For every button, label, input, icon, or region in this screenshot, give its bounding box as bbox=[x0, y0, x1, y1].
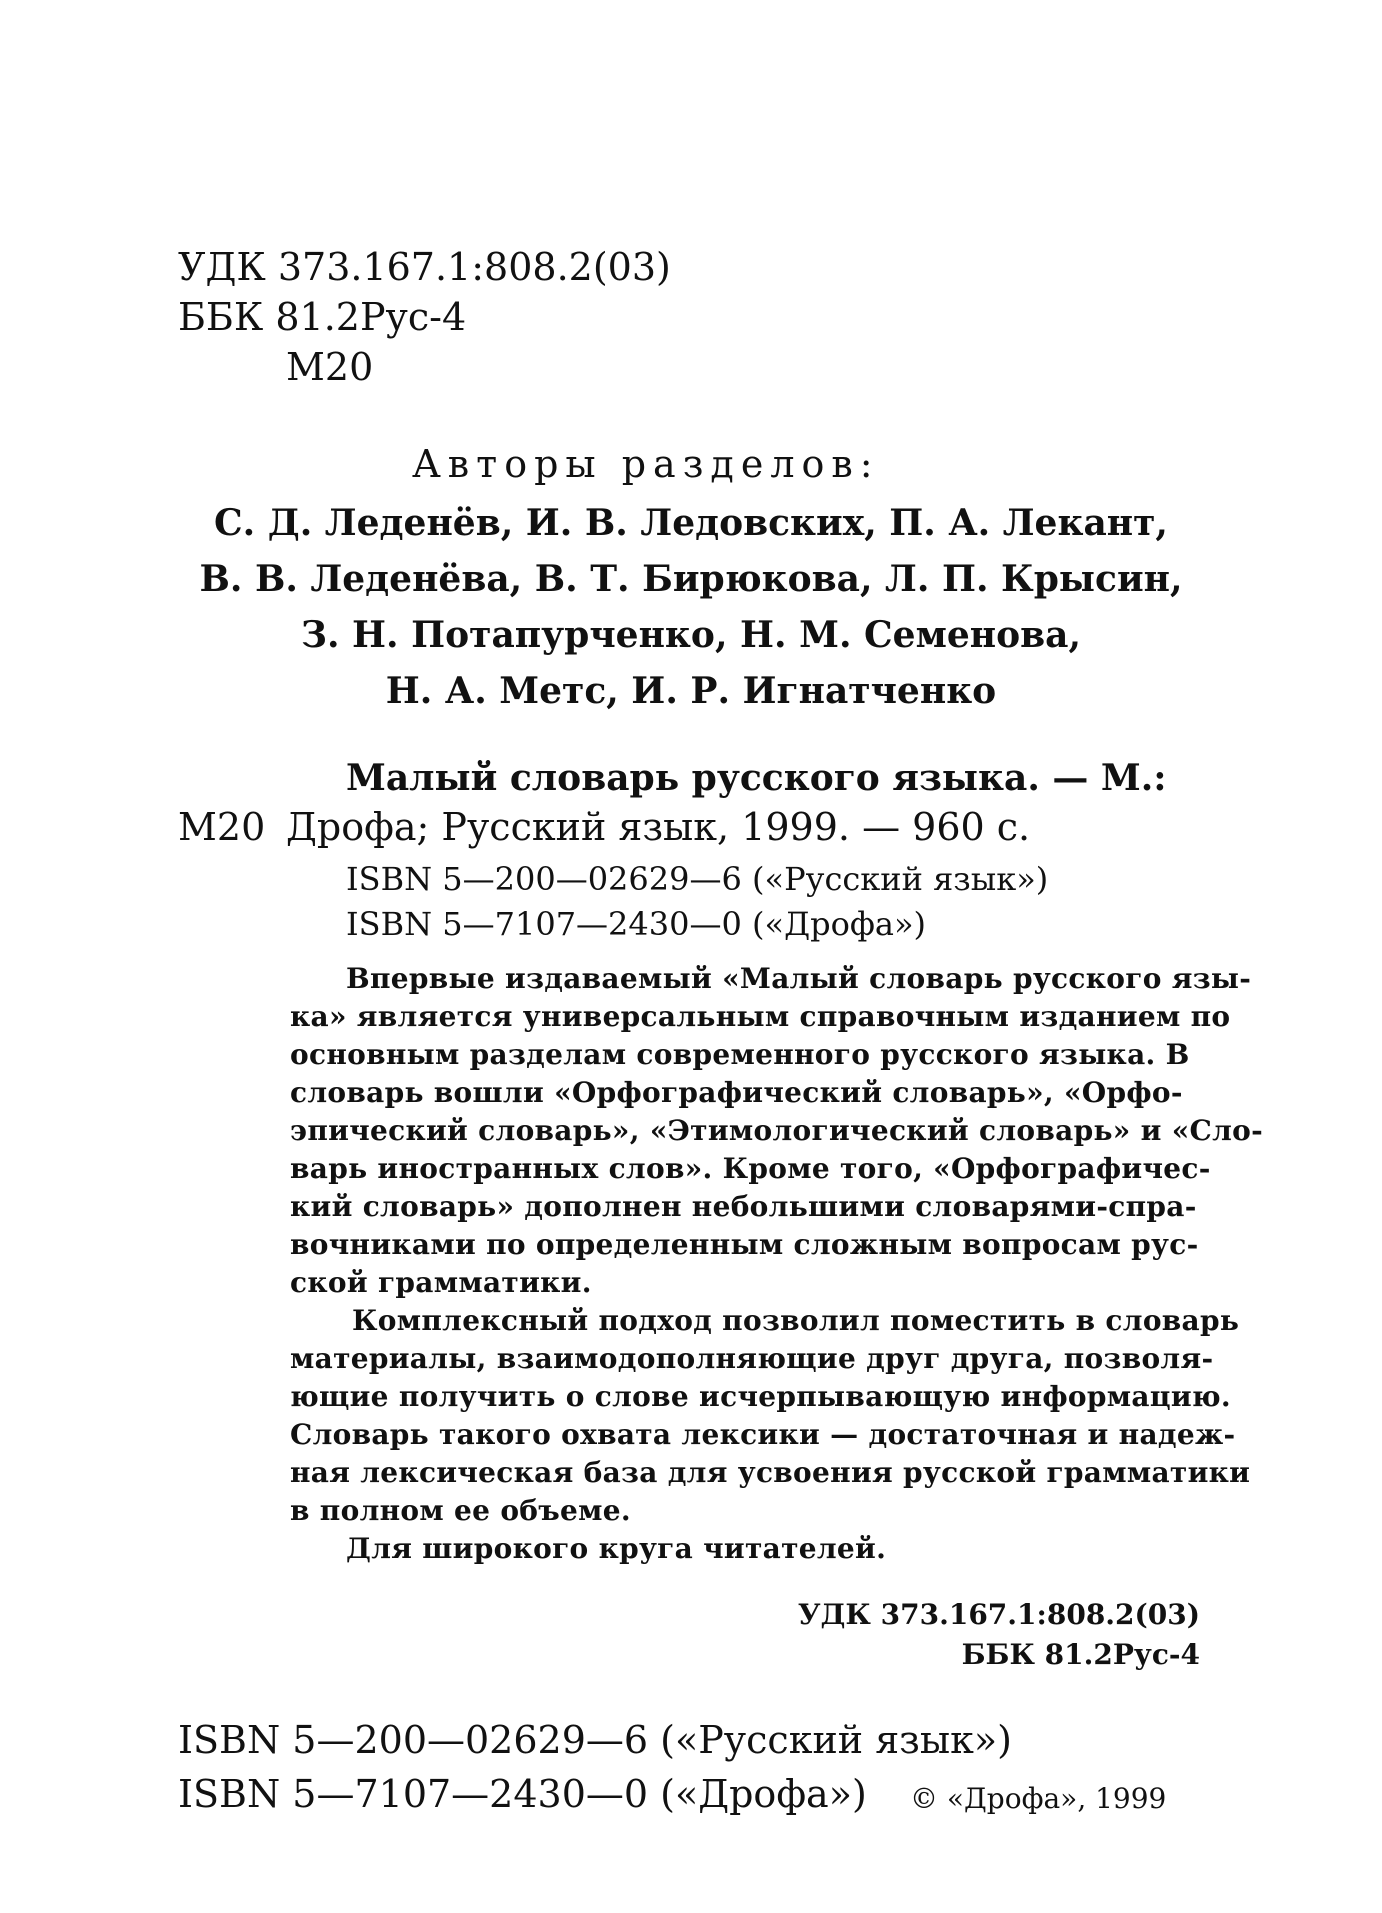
authors-heading: Авторы разделов: bbox=[412, 442, 880, 486]
annotation-line: ющие получить о слове исчерпывающую информацию. bbox=[290, 1380, 1231, 1413]
annotation-line: ка» является универсальным справочным изданием по bbox=[290, 1000, 1231, 1033]
annotation-line: словарь вошли «Орфографический словарь», «Орфо- bbox=[290, 1076, 1183, 1109]
authors-line-2: В. В. Леденёва, В. Т. Бирюкова, Л. П. Крысин, bbox=[199, 558, 1183, 600]
annotation-line: ная лексическая база для усвоения русской грамматики bbox=[290, 1456, 1251, 1489]
annotation-line: кий словарь» дополнен небольшими словарями-спра- bbox=[290, 1190, 1197, 1223]
isbn-footer-2: ISBN 5—7107—2430—0 («Дрофа») bbox=[178, 1772, 867, 1816]
copyright-note: © «Дрофа», 1999 bbox=[910, 1782, 1167, 1815]
annotation-line: Впервые издаваемый «Малый словарь русского язы- bbox=[346, 962, 1252, 995]
audience-note: Для широкого круга читателей. bbox=[346, 1532, 887, 1565]
annotation-line: Словарь такого охвата лексики — достаточная и надеж- bbox=[290, 1418, 1236, 1451]
isbn-record-2: ISBN 5—7107—2430—0 («Дрофа») bbox=[346, 905, 927, 943]
bbk-header: ББК 81.2Рус-4 bbox=[178, 295, 467, 339]
isbn-footer-1: ISBN 5—200—02629—6 («Русский язык») bbox=[178, 1718, 1012, 1762]
isbn-record-1: ISBN 5—200—02629—6 («Русский язык») bbox=[346, 860, 1049, 898]
udk-right: УДК 373.167.1:808.2(03) bbox=[797, 1598, 1200, 1631]
annotation-line: вочниками по определенным сложным вопросам рус- bbox=[290, 1228, 1199, 1261]
annotation-line: основным разделам современного русского языка. В bbox=[290, 1038, 1190, 1071]
annotation-line: варь иностранных слов». Кроме того, «Орфографичес- bbox=[290, 1152, 1211, 1185]
annotation-line: материалы, взаимодополняющие друг друга, позволя- bbox=[290, 1342, 1214, 1375]
bbk-right: ББК 81.2Рус-4 bbox=[961, 1638, 1200, 1671]
annotation-line: Комплексный подход позволил поместить в словарь bbox=[352, 1304, 1240, 1337]
annotation-line: в полном ее объеме. bbox=[290, 1494, 631, 1527]
book-title-line: Малый словарь русского языка. — М.: bbox=[346, 757, 1167, 799]
annotation-line: ской грамматики. bbox=[290, 1266, 592, 1299]
authors-line-3: З. Н. Потапурченко, Н. М. Семенова, bbox=[301, 614, 1081, 656]
author-sign-record: М20 bbox=[178, 805, 266, 849]
publisher-line: Дрофа; Русский язык, 1999. — 960 с. bbox=[286, 805, 1031, 849]
udk-header: УДК 373.167.1:808.2(03) bbox=[178, 245, 671, 289]
annotation-line: эпический словарь», «Этимологический словарь» и «Сло- bbox=[290, 1114, 1264, 1147]
authors-line-4: Н. А. Метс, И. Р. Игнатченко bbox=[385, 670, 997, 712]
authors-line-1: С. Д. Леденёв, И. В. Ледовских, П. А. Лекант, bbox=[214, 502, 1168, 544]
author-sign-header: М20 bbox=[286, 345, 374, 389]
